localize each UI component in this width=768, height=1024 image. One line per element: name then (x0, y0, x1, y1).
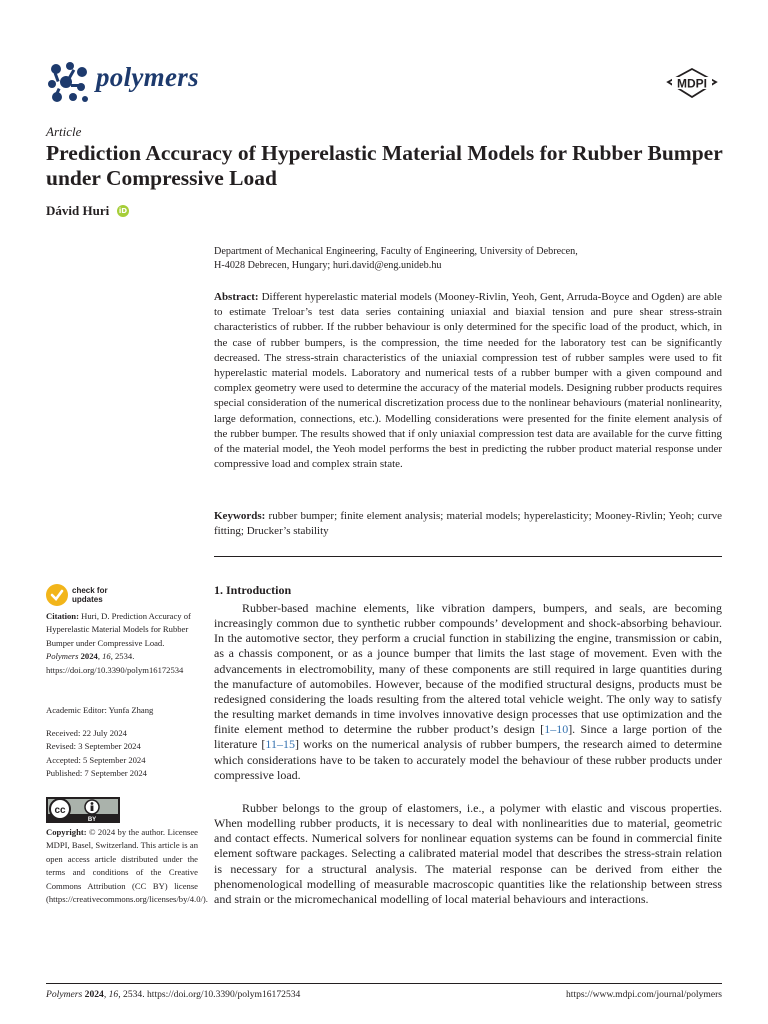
publication-dates (46, 727, 198, 781)
revised-date: Revised: 3 September 2024 (46, 741, 141, 752)
polymers-logo-icon (46, 60, 90, 104)
author-name: Dávid Huri (46, 203, 110, 218)
abstract-divider (214, 556, 722, 557)
copyright-label: Copyright: (46, 827, 87, 837)
svg-text:cc: cc (54, 805, 66, 816)
keywords-text: rubber bumper; finite element analysis; material models; hyperelasticity; Mooney-Rivlin; Yeoh; curve fitting; Drucker’s stability (214, 510, 722, 538)
citation: Citation: Huri, D. Prediction Accuracy of Hyperelastic Material Models for Rubber Bumper under Compressive Load. Polymers 2024, 16, 2534. https://doi.org/10.3390/polym16172534 (46, 611, 191, 675)
affiliation-line-2: H-4028 Debrecen, Hungary; huri.david@eng.unideb.hu (214, 260, 442, 271)
published-date: Published: 7 September 2024 (46, 768, 147, 779)
body-paragraph-1: Rubber-based machine elements, like vibration dampers, bumpers, and seals, are becoming increasingly common due to synthetic rubber compounds’ development and shock-absorbing behaviour. In the automotive sector, they perform a crucial function in stabilizing the engine, transmission or cabin, as a chassis component, or as a jounce bumper that limits the last stage of movement. Even with the advancements in electromobility, many of these components are still required in large quantities during the manufacture of automobiles. However, because of the modified structural designs, products must be redesigned considering the loads resulting from the altered total vehicle weight. The only way to satisfy the resulting market demands in time involves innovative design processes that use optimization and the finite element method to determine the rubber product’s design [1–10]. Since a large portion of the literature [11–15] works on the numerical analysis of rubber bumpers, the research aimed to determine which considerations have to be taken to accurately model the behaviour of these rubber products under compressive load. (214, 601, 722, 782)
copyright: Copyright: © 2024 by the author. Licensee MDPI, Basel, Switzerland. This article is an open access article distributed under the terms and conditions of the Creative Commons Attribution (CC BY) license (https://creativecommons.org/licenses/by/4.0/). (46, 827, 208, 905)
affiliation (214, 245, 734, 273)
check-for-updates-icon[interactable] (46, 584, 68, 606)
article-title: Prediction Accuracy of Hyperelastic Material Models for Rubber Bumper under Compressive Load (46, 141, 723, 190)
footer-divider (46, 983, 722, 984)
reference-link[interactable]: 1–10 (544, 722, 569, 737)
keywords (214, 509, 722, 539)
accepted-date: Accepted: 5 September 2024 (46, 754, 146, 765)
citation-label: Citation: (46, 611, 79, 621)
check-for-updates-label[interactable]: check for updates (72, 586, 108, 604)
academic-editor: Academic Editor: Yunfa Zhang (46, 705, 154, 715)
reference-link[interactable]: 11–15 (265, 737, 295, 752)
received-date: Received: 22 July 2024 (46, 728, 127, 738)
footer-journal-url[interactable]: https://www.mdpi.com/journal/polymers (565, 989, 722, 1000)
body-paragraph-2: Rubber belongs to the group of elastomers, i.e., a polymer with elastic and viscous properties. When modelling rubber products, it is necessary to deal with nonlinearities due to material, geometric and contact effects. Numerical solvers for nonlinear equation systems can be found in commercial finite element software packages. Selecting a calibrated material model that describes the stress-strain relation is necessary for a structural analysis. The material response can be derived from either the phenomenological modelling of measurable macroscopic quantities like the relationship between stress and strain or the micromechanical modelling of local material behaviours and interactions. (214, 801, 722, 906)
orcid-icon[interactable]: iD (118, 207, 128, 215)
affiliation-line-1: Department of Mechanical Engineering, Faculty of Engineering, University of Debrecen, (214, 246, 578, 257)
cc-by-label: BY (87, 817, 97, 823)
footer-citation: Polymers 2024, 16, 2534. https://doi.org/10.3390/polym16172534 (46, 989, 301, 1000)
journal-name: polymers (96, 62, 199, 92)
publisher-name: MDPI (677, 76, 707, 91)
section-heading: 1. Introduction (214, 583, 292, 597)
abstract-label: Abstract: (214, 291, 259, 303)
mdpi-logo-icon (666, 68, 718, 98)
abstract (214, 290, 722, 472)
abstract-text: Different hyperelastic material models (Mooney-Rivlin, Yeoh, Gent, Arruda-Boyce and Ogden) are able to estimate Treloar’s test data series containing uniaxial and biaxial tension and pure shear stress-strain characteristics of rubber. If the rubber behaviour is only determined for the specific load of the product, which, in the case of rubber bumpers, is the compression, the time needed for the laboratory test can be significantly decreased. The stress-strain characteristics of the uniaxial compression test of rubber samples were used to fit hyperelastic material models. Laboratory and numerical tests of a rubber bumper with a given compound and complex geometry were used to determine the accuracy of the material models. Designing rubber products requires special consideration of the numerical discretization process due to the nonlinear behaviours (material nonlinearity, large deformation, connections, etc.). Modelling considerations were presented for the finite element analysis of the rubber bumper. The results showed that if only uniaxial compression test data are available for the curve fitting of the material model, the Yeoh model performs the best in predicting the rubber product material response under compressive load and complex strain state. (214, 291, 723, 471)
keywords-label: Keywords: (214, 510, 266, 522)
article-type: Article (46, 124, 82, 139)
cc-by-license-icon[interactable] (46, 797, 120, 823)
